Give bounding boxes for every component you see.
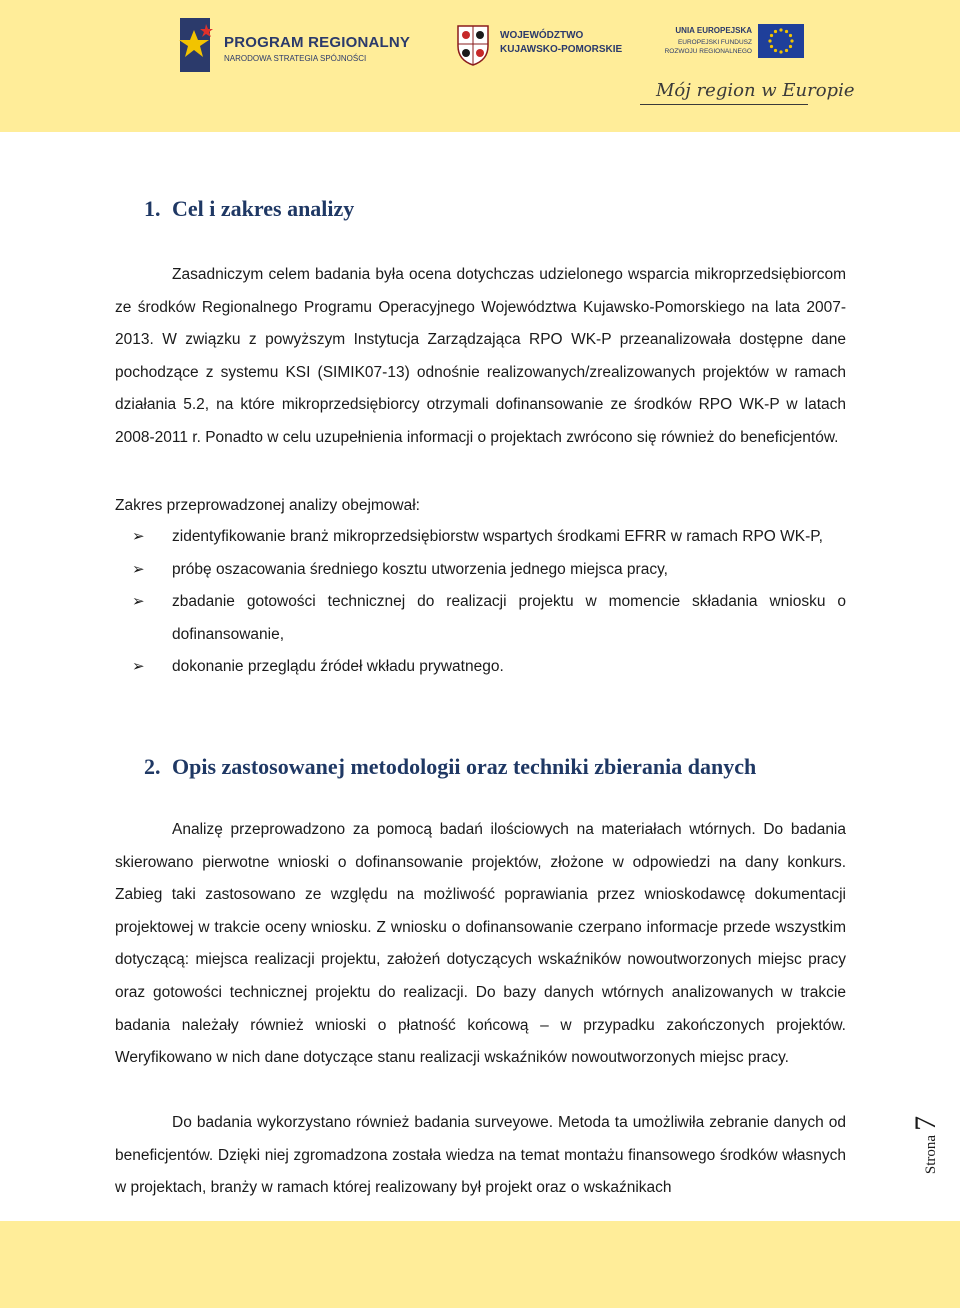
list-item-text: zbadanie gotowości technicznej do realizacji projektu w momencie składania wniosku o dofinansowanie,	[172, 593, 846, 643]
section2-number: 2.	[144, 754, 161, 779]
list-item	[132, 651, 846, 684]
page-digit: 7	[909, 1115, 942, 1131]
coat-of-arms-icon	[456, 24, 490, 66]
eu-line3: ROZWOJU REGIONALNEGO	[664, 48, 752, 55]
section2-paragraph2: Do badania wykorzystano również badania surveyowe. Metoda ta umożliwiła zebranie danych od beneficjentów. Dzięki niej zgromadzona została wiedza na temat montażu finansowego środków własnych w projektach, branży w ramach której realizowany był projekt oraz o wskaźnikach	[115, 1114, 846, 1197]
page-label: Strona	[923, 1134, 939, 1175]
list-item-text: dokonanie przeglądu źródeł wkładu prywatnego.	[172, 658, 504, 676]
motto-underline	[640, 104, 808, 105]
eu-line2: EUROPEJSKI FUNDUSZ	[677, 39, 752, 46]
program-star-logo-icon	[176, 16, 220, 76]
arrow-bullet-icon: ➢	[132, 560, 145, 578]
region-line1: WOJEWÓDZTWO	[500, 30, 584, 41]
program-subtitle: NARODOWA STRATEGIA SPÓJNOŚCI	[224, 54, 367, 63]
section2-heading	[144, 754, 756, 780]
section2-title: Opis zastosowanej metodologii oraz techniki zbierania danych	[172, 754, 757, 779]
section1-title: Cel i zakres analizy	[172, 196, 355, 221]
motto: Mój region w Europie	[656, 80, 855, 101]
list-item	[132, 521, 846, 554]
section1-paragraph: Zasadniczym celem badania była ocena dotychczas udzielonego wsparcia mikroprzedsiębiorcom ze środków Regionalnego Programu Operacyjnego Województwa Kujawsko-Pomorskiego na lata 2007-2013. W związku z powyższym Instytucja Zarządzająca RPO WK-P przeanalizowała dostępne dane pochodzące z systemu KSI (SIMIK07-13) odnośnie realizowanych/zrealizowanych projektów w ramach działania 5.2, na które mikroprzedsiębiorcy otrzymali dofinansowanie ze środków RPO WK-P w latach 2008-2011 r. Ponadto w celu uzupełnienia informacji o projektach zwrócono się również do beneficjentów.	[115, 266, 846, 446]
region-line2: KUJAWSKO-POMORSKIE	[500, 44, 623, 55]
program-regionalny-logo	[176, 16, 411, 76]
eu-flag-icon	[758, 24, 804, 58]
footer-band	[0, 1221, 960, 1308]
list-item-text: zidentyfikowanie branż mikroprzedsiębiorstw wspartych środkami EFRR w ramach RPO WK-P,	[172, 528, 823, 545]
eu-logo	[650, 20, 810, 70]
arrow-bullet-icon: ➢	[132, 593, 145, 611]
arrow-bullet-icon: ➢	[132, 528, 145, 545]
scope-intro: Zakres przeprowadzonej analizy obejmował:	[115, 497, 420, 514]
section1-heading	[144, 196, 354, 222]
page-number	[906, 1100, 946, 1190]
list-item-text: próbę oszacowania średniego kosztu utworzenia jednego miejsca pracy,	[172, 560, 668, 578]
header-band	[0, 0, 960, 132]
list-item	[132, 554, 846, 587]
section1-number: 1.	[144, 196, 161, 221]
region-logo	[456, 24, 626, 68]
section2-paragraph1: Analizę przeprowadzono za pomocą badań ilościowych na materiałach wtórnych. Do badania skierowano pierwotne wnioski o dofinansowanie projektów, złożone w odpowiedzi na dany konkurs. Zabieg taki zastosowano ze względu na możliwość poprawiania przez wnioskodawcę dokumentacji projektowej w trakcie oceny wniosku. Z wniosku o dofinansowanie czerpano informacje przede wszystkim dotyczącą: miejsca realizacji projektu, założeń dotyczących wskaźników nowoutworzonych miejsc pracy oraz gotowości technicznej projektu do realizacji. Do bazy danych wtórnych analizowanych w trakcie badania należały również wnioski o płatność końcową – w przypadku zakończonych projektów. Weryfikowano w nich dane dotyczące stanu realizacji wskaźników nowoutworzonych miejsc pracy.	[115, 821, 846, 1067]
program-title: PROGRAM REGIONALNY	[224, 34, 411, 51]
scope-list	[132, 521, 846, 684]
arrow-bullet-icon: ➢	[132, 658, 145, 676]
eu-line1: UNIA EUROPEJSKA	[675, 26, 752, 35]
list-item	[132, 586, 846, 651]
